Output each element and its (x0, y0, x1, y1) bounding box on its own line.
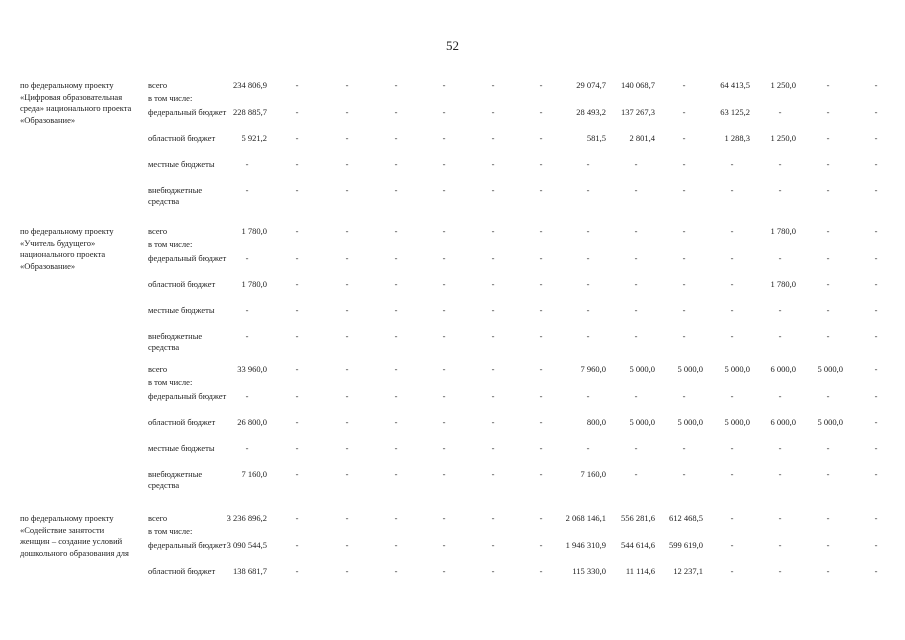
project-description: по федеральному проекту «Цифровая образовательная среда» национального проекта «Образование» (20, 80, 132, 125)
amount-cell: 115 330,0 (572, 566, 606, 576)
funding-source-label: местные бюджеты (148, 159, 215, 169)
funding-source-label: федеральный бюджет (148, 391, 227, 401)
funding-source-label: областной бюджет (148, 566, 216, 576)
empty-value-dash: - (491, 80, 495, 90)
empty-value-dash: - (874, 80, 878, 90)
empty-value-dash: - (682, 226, 686, 236)
empty-value-dash: - (539, 540, 543, 550)
empty-value-dash: - (394, 540, 398, 550)
empty-value-dash: - (826, 391, 830, 401)
empty-value-dash: - (345, 469, 349, 479)
amount-cell: 2 801,4 (629, 133, 655, 143)
empty-value-dash: - (539, 364, 543, 374)
empty-value-dash: - (245, 391, 249, 401)
empty-value-dash: - (874, 226, 878, 236)
empty-value-dash: - (682, 107, 686, 117)
empty-value-dash: - (634, 226, 638, 236)
empty-value-dash: - (730, 159, 734, 169)
empty-value-dash: - (491, 107, 495, 117)
amount-cell: 2 068 146,1 (565, 513, 606, 523)
empty-value-dash: - (634, 279, 638, 289)
funding-source-label: областной бюджет (148, 279, 216, 289)
empty-value-dash: - (295, 107, 299, 117)
empty-value-dash: - (491, 469, 495, 479)
empty-value-dash: - (634, 185, 638, 195)
empty-value-dash: - (730, 279, 734, 289)
empty-value-dash: - (682, 305, 686, 315)
empty-value-dash: - (295, 391, 299, 401)
empty-value-dash: - (394, 253, 398, 263)
empty-value-dash: - (245, 331, 249, 341)
empty-value-dash: - (826, 133, 830, 143)
empty-value-dash: - (682, 279, 686, 289)
funding-source-label: в том числе: (148, 239, 193, 249)
empty-value-dash: - (539, 331, 543, 341)
empty-value-dash: - (539, 279, 543, 289)
empty-value-dash: - (682, 469, 686, 479)
empty-value-dash: - (826, 253, 830, 263)
empty-value-dash: - (394, 107, 398, 117)
empty-value-dash: - (874, 253, 878, 263)
empty-value-dash: - (295, 566, 299, 576)
empty-value-dash: - (586, 391, 590, 401)
empty-value-dash: - (295, 253, 299, 263)
empty-value-dash: - (394, 226, 398, 236)
empty-value-dash: - (634, 159, 638, 169)
empty-value-dash: - (491, 443, 495, 453)
empty-value-dash: - (442, 107, 446, 117)
empty-value-dash: - (539, 391, 543, 401)
empty-value-dash: - (874, 279, 878, 289)
empty-value-dash: - (778, 513, 782, 523)
empty-value-dash: - (245, 185, 249, 195)
empty-value-dash: - (345, 513, 349, 523)
empty-value-dash: - (539, 443, 543, 453)
amount-cell: 3 236 896,2 (226, 513, 267, 523)
empty-value-dash: - (442, 305, 446, 315)
empty-value-dash: - (394, 391, 398, 401)
empty-value-dash: - (491, 540, 495, 550)
empty-value-dash: - (730, 185, 734, 195)
empty-value-dash: - (295, 331, 299, 341)
empty-value-dash: - (442, 80, 446, 90)
empty-value-dash: - (778, 159, 782, 169)
amount-cell: 6 000,0 (770, 364, 796, 374)
empty-value-dash: - (491, 566, 495, 576)
empty-value-dash: - (394, 159, 398, 169)
empty-value-dash: - (491, 331, 495, 341)
empty-value-dash: - (826, 226, 830, 236)
empty-value-dash: - (682, 185, 686, 195)
empty-value-dash: - (345, 566, 349, 576)
empty-value-dash: - (539, 159, 543, 169)
funding-source-label: федеральный бюджет (148, 253, 227, 263)
empty-value-dash: - (730, 253, 734, 263)
empty-value-dash: - (778, 185, 782, 195)
empty-value-dash: - (826, 159, 830, 169)
empty-value-dash: - (245, 159, 249, 169)
amount-cell: 26 800,0 (237, 417, 267, 427)
empty-value-dash: - (442, 566, 446, 576)
amount-cell: 6 000,0 (770, 417, 796, 427)
empty-value-dash: - (345, 226, 349, 236)
empty-value-dash: - (345, 159, 349, 169)
empty-value-dash: - (345, 80, 349, 90)
amount-cell: 140 068,7 (621, 80, 655, 90)
empty-value-dash: - (345, 331, 349, 341)
funding-source-label: в том числе: (148, 526, 193, 536)
empty-value-dash: - (491, 391, 495, 401)
funding-source-label: внебюджетные средства (148, 469, 203, 490)
empty-value-dash: - (634, 331, 638, 341)
empty-value-dash: - (491, 417, 495, 427)
empty-value-dash: - (442, 185, 446, 195)
empty-value-dash: - (682, 331, 686, 341)
empty-value-dash: - (826, 279, 830, 289)
empty-value-dash: - (539, 513, 543, 523)
empty-value-dash: - (682, 391, 686, 401)
empty-value-dash: - (345, 107, 349, 117)
empty-value-dash: - (295, 364, 299, 374)
empty-value-dash: - (442, 364, 446, 374)
amount-cell: 1 946 310,9 (565, 540, 606, 550)
funding-source-label: всего (148, 80, 168, 90)
empty-value-dash: - (442, 540, 446, 550)
empty-value-dash: - (682, 253, 686, 263)
amount-cell: 1 780,0 (241, 226, 267, 236)
empty-value-dash: - (345, 391, 349, 401)
empty-value-dash: - (874, 185, 878, 195)
empty-value-dash: - (778, 469, 782, 479)
amount-cell: 138 681,7 (233, 566, 267, 576)
amount-cell: 63 125,2 (720, 107, 750, 117)
amount-cell: 137 267,3 (621, 107, 655, 117)
amount-cell: 1 288,3 (724, 133, 750, 143)
amount-cell: 1 250,0 (770, 80, 796, 90)
amount-cell: 612 468,5 (669, 513, 703, 523)
empty-value-dash: - (394, 80, 398, 90)
empty-value-dash: - (874, 305, 878, 315)
empty-value-dash: - (295, 417, 299, 427)
amount-cell: 5 000,0 (629, 364, 655, 374)
funding-source-label: внебюджетные средства (148, 185, 203, 206)
empty-value-dash: - (730, 540, 734, 550)
project-description: по федеральному проекту «Содействие занятости женщин – создание условий дошкольного образования для (20, 513, 129, 558)
empty-value-dash: - (491, 253, 495, 263)
empty-value-dash: - (539, 566, 543, 576)
funding-source-label: в том числе: (148, 377, 193, 387)
empty-value-dash: - (634, 253, 638, 263)
amount-cell: 64 413,5 (720, 80, 750, 90)
amount-cell: 1 780,0 (770, 226, 796, 236)
empty-value-dash: - (730, 331, 734, 341)
empty-value-dash: - (394, 469, 398, 479)
amount-cell: 5 000,0 (817, 364, 843, 374)
empty-value-dash: - (826, 566, 830, 576)
amount-cell: 29 074,7 (576, 80, 606, 90)
empty-value-dash: - (826, 305, 830, 315)
empty-value-dash: - (394, 443, 398, 453)
amount-cell: 228 885,7 (233, 107, 267, 117)
empty-value-dash: - (295, 279, 299, 289)
empty-value-dash: - (874, 159, 878, 169)
amount-cell: 7 160,0 (241, 469, 267, 479)
empty-value-dash: - (295, 185, 299, 195)
empty-value-dash: - (778, 566, 782, 576)
empty-value-dash: - (295, 159, 299, 169)
empty-value-dash: - (491, 364, 495, 374)
empty-value-dash: - (394, 364, 398, 374)
empty-value-dash: - (778, 540, 782, 550)
empty-value-dash: - (442, 443, 446, 453)
empty-value-dash: - (586, 331, 590, 341)
empty-value-dash: - (634, 391, 638, 401)
empty-value-dash: - (491, 305, 495, 315)
empty-value-dash: - (682, 443, 686, 453)
empty-value-dash: - (295, 305, 299, 315)
amount-cell: 7 960,0 (580, 364, 606, 374)
amount-cell: 5 000,0 (724, 364, 750, 374)
empty-value-dash: - (295, 540, 299, 550)
funding-source-label: областной бюджет (148, 133, 216, 143)
amount-cell: 581,5 (586, 133, 606, 143)
empty-value-dash: - (491, 279, 495, 289)
empty-value-dash: - (682, 133, 686, 143)
empty-value-dash: - (586, 185, 590, 195)
empty-value-dash: - (586, 279, 590, 289)
amount-cell: 7 160,0 (580, 469, 606, 479)
empty-value-dash: - (730, 305, 734, 315)
amount-cell: 5 000,0 (629, 417, 655, 427)
empty-value-dash: - (491, 513, 495, 523)
amount-cell: 1 250,0 (770, 133, 796, 143)
empty-value-dash: - (539, 80, 543, 90)
amount-cell: 1 780,0 (241, 279, 267, 289)
empty-value-dash: - (539, 417, 543, 427)
empty-value-dash: - (874, 331, 878, 341)
empty-value-dash: - (394, 566, 398, 576)
empty-value-dash: - (826, 185, 830, 195)
empty-value-dash: - (586, 253, 590, 263)
empty-value-dash: - (394, 279, 398, 289)
empty-value-dash: - (345, 305, 349, 315)
empty-value-dash: - (826, 107, 830, 117)
empty-value-dash: - (586, 159, 590, 169)
empty-value-dash: - (874, 513, 878, 523)
empty-value-dash: - (539, 185, 543, 195)
empty-value-dash: - (539, 469, 543, 479)
empty-value-dash: - (442, 513, 446, 523)
funding-source-label: местные бюджеты (148, 305, 215, 315)
amount-cell: 544 614,6 (621, 540, 655, 550)
empty-value-dash: - (874, 391, 878, 401)
empty-value-dash: - (874, 566, 878, 576)
empty-value-dash: - (874, 469, 878, 479)
funding-source-label: федеральный бюджет (148, 540, 227, 550)
empty-value-dash: - (295, 133, 299, 143)
empty-value-dash: - (826, 331, 830, 341)
empty-value-dash: - (345, 253, 349, 263)
empty-value-dash: - (826, 80, 830, 90)
empty-value-dash: - (778, 253, 782, 263)
empty-value-dash: - (539, 305, 543, 315)
empty-value-dash: - (634, 305, 638, 315)
amount-cell: 5 000,0 (677, 417, 703, 427)
funding-source-label: федеральный бюджет (148, 107, 227, 117)
empty-value-dash: - (826, 540, 830, 550)
empty-value-dash: - (874, 107, 878, 117)
empty-value-dash: - (778, 331, 782, 341)
funding-source-label: внебюджетные средства (148, 331, 203, 352)
empty-value-dash: - (539, 226, 543, 236)
empty-value-dash: - (345, 540, 349, 550)
amount-cell: 599 619,0 (669, 540, 703, 550)
amount-cell: 5 000,0 (677, 364, 703, 374)
empty-value-dash: - (539, 107, 543, 117)
amount-cell: 33 960,0 (237, 364, 267, 374)
empty-value-dash: - (345, 133, 349, 143)
empty-value-dash: - (295, 443, 299, 453)
empty-value-dash: - (539, 133, 543, 143)
empty-value-dash: - (634, 443, 638, 453)
empty-value-dash: - (442, 331, 446, 341)
amount-cell: 5 000,0 (724, 417, 750, 427)
empty-value-dash: - (345, 185, 349, 195)
empty-value-dash: - (394, 331, 398, 341)
empty-value-dash: - (394, 417, 398, 427)
amount-cell: 5 921,2 (241, 133, 267, 143)
empty-value-dash: - (345, 443, 349, 453)
empty-value-dash: - (539, 253, 543, 263)
empty-value-dash: - (778, 391, 782, 401)
empty-value-dash: - (345, 364, 349, 374)
empty-value-dash: - (491, 226, 495, 236)
empty-value-dash: - (730, 469, 734, 479)
empty-value-dash: - (442, 279, 446, 289)
empty-value-dash: - (442, 253, 446, 263)
empty-value-dash: - (491, 185, 495, 195)
amount-cell: 1 780,0 (770, 279, 796, 289)
empty-value-dash: - (295, 80, 299, 90)
empty-value-dash: - (394, 133, 398, 143)
amount-cell: 234 806,9 (233, 80, 267, 90)
empty-value-dash: - (778, 107, 782, 117)
empty-value-dash: - (586, 305, 590, 315)
funding-source-label: всего (148, 364, 168, 374)
amount-cell: 3 090 544,5 (226, 540, 267, 550)
empty-value-dash: - (826, 443, 830, 453)
empty-value-dash: - (586, 443, 590, 453)
empty-value-dash: - (730, 226, 734, 236)
empty-value-dash: - (245, 305, 249, 315)
empty-value-dash: - (778, 305, 782, 315)
empty-value-dash: - (295, 226, 299, 236)
empty-value-dash: - (442, 226, 446, 236)
page-number: 52 (446, 38, 459, 53)
empty-value-dash: - (730, 513, 734, 523)
empty-value-dash: - (682, 80, 686, 90)
empty-value-dash: - (442, 133, 446, 143)
funding-source-label: областной бюджет (148, 417, 216, 427)
empty-value-dash: - (730, 566, 734, 576)
empty-value-dash: - (442, 391, 446, 401)
project-description: по федеральному проекту «Учитель будущего» национального проекта «Образование» (20, 226, 114, 271)
amount-cell: 800,0 (586, 417, 606, 427)
empty-value-dash: - (730, 443, 734, 453)
empty-value-dash: - (491, 159, 495, 169)
empty-value-dash: - (394, 513, 398, 523)
empty-value-dash: - (345, 279, 349, 289)
empty-value-dash: - (730, 391, 734, 401)
empty-value-dash: - (778, 443, 782, 453)
empty-value-dash: - (874, 540, 878, 550)
empty-value-dash: - (874, 443, 878, 453)
empty-value-dash: - (826, 513, 830, 523)
empty-value-dash: - (682, 159, 686, 169)
funding-source-label: в том числе: (148, 93, 193, 103)
empty-value-dash: - (394, 185, 398, 195)
empty-value-dash: - (874, 133, 878, 143)
amount-cell: 12 237,1 (673, 566, 703, 576)
empty-value-dash: - (442, 469, 446, 479)
funding-source-label: местные бюджеты (148, 443, 215, 453)
empty-value-dash: - (345, 417, 349, 427)
funding-source-label: всего (148, 226, 168, 236)
empty-value-dash: - (245, 443, 249, 453)
empty-value-dash: - (874, 417, 878, 427)
empty-value-dash: - (826, 469, 830, 479)
empty-value-dash: - (394, 305, 398, 315)
empty-value-dash: - (874, 364, 878, 374)
amount-cell: 28 493,2 (576, 107, 606, 117)
empty-value-dash: - (491, 133, 495, 143)
empty-value-dash: - (634, 469, 638, 479)
amount-cell: 556 281,6 (621, 513, 655, 523)
amount-cell: 5 000,0 (817, 417, 843, 427)
empty-value-dash: - (295, 513, 299, 523)
empty-value-dash: - (442, 417, 446, 427)
amount-cell: 11 114,6 (625, 566, 655, 576)
empty-value-dash: - (442, 159, 446, 169)
funding-source-label: всего (148, 513, 168, 523)
empty-value-dash: - (245, 253, 249, 263)
empty-value-dash: - (295, 469, 299, 479)
empty-value-dash: - (586, 226, 590, 236)
